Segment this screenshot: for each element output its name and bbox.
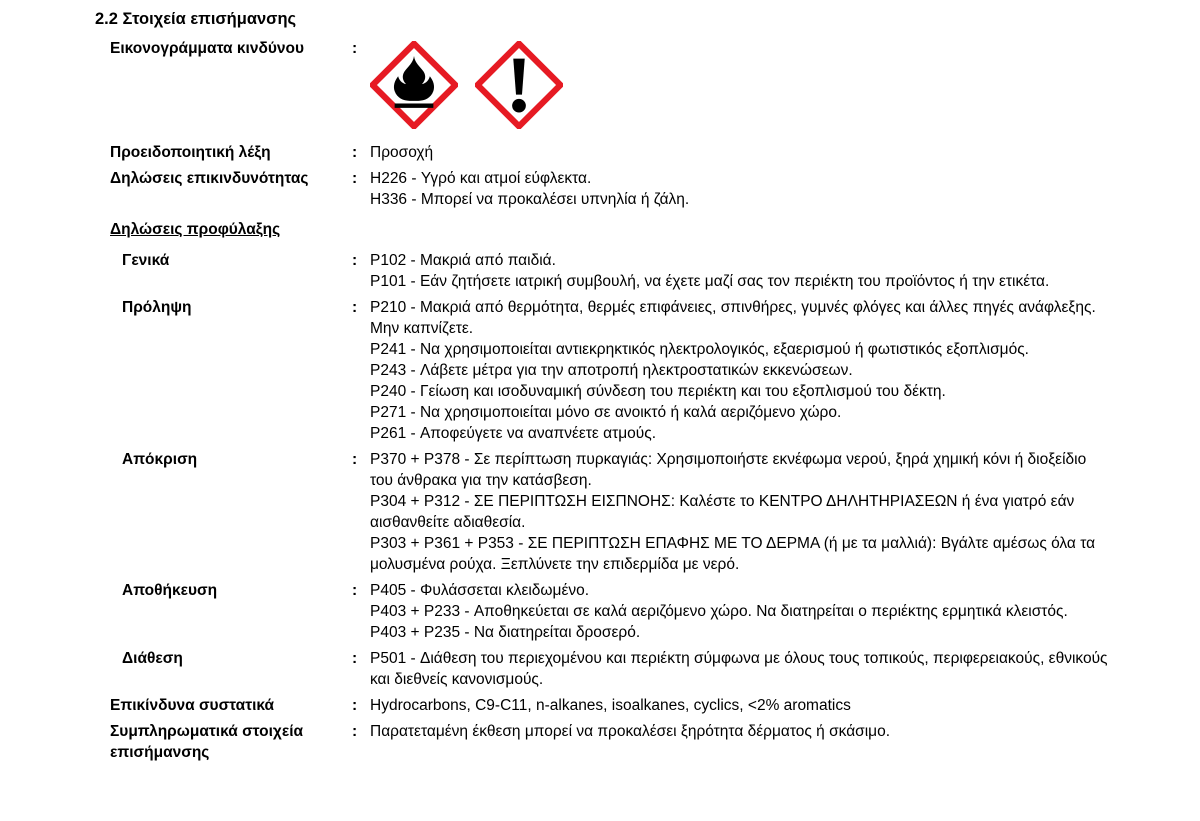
colon-separator: : [352, 697, 358, 714]
p-statement: P304 + P312 - ΣΕ ΠΕΡΙΠΤΩΣΗ ΕΙΣΠΝΟΗΣ: Καλέστε το ΚΕΝΤΡΟ ΔΗΛΗΤΗΡΙΑΣΕΩΝ ή ένα γιατρό εάν αισθανθείτε αδιαθεσία. [370, 493, 1075, 531]
section-title: 2.2 Στοιχεία επισήμανσης [95, 10, 297, 28]
colon-separator: : [352, 252, 358, 269]
precautionary-prevention-label: Πρόληψη [122, 299, 192, 316]
colon-separator: : [352, 170, 358, 187]
p-statement: P303 + P361 + P353 - ΣΕ ΠΕΡΙΠΤΩΣΗ ΕΠΑΦΗΣ ΜΕ ΤΟ ΔΕΡΜΑ (ή με τα μαλλιά): Βγάλτε αμέσως όλα τα μολυσμένα ρούχα. Ξεπλύνετε την επιδερμίδα με νερό. [370, 535, 1096, 573]
precautionary-response-value [370, 449, 1108, 575]
hazard-pictograms-label: Εικονογράμματα κινδύνου [110, 40, 304, 57]
precautionary-prevention-row [95, 297, 1160, 444]
hazard-statements-row [95, 168, 1160, 210]
supplemental-label-row [95, 721, 1160, 763]
p-statement: P210 - Μακριά από θερμότητα, θερμές επιφάνειες, σπινθήρες, γυμνές φλόγες και άλλες πηγές ανάφλεξης. Μην καπνίζετε. [370, 299, 1096, 337]
p-statement: P501 - Διάθεση του περιεχομένου και περιέκτη σύμφωνα με όλους τους τοπικούς, περιφερειακούς, εθνικούς και διεθνείς κανονισμούς. [370, 650, 1108, 688]
precautionary-storage-row [95, 580, 1160, 643]
precautionary-storage-label: Αποθήκευση [122, 582, 218, 599]
ghs-exclamation-pictogram [475, 41, 563, 129]
hazardous-ingredients-label: Επικίνδυνα συστατικά [110, 697, 275, 714]
precautionary-statements-heading: Δηλώσεις προφύλαξης [110, 221, 281, 238]
hazard-pictograms-value [370, 38, 1108, 129]
p-statement: P403 + P233 - Αποθηκεύεται σε καλά αεριζόμενο χώρο. Να διατηρείται ο περιέκτης ερμητικά κλειστός. [370, 603, 1068, 620]
supplemental-label: Συμπληρωματικά στοιχεία επισήμανσης [110, 723, 304, 761]
colon-separator: : [352, 299, 358, 316]
colon-separator: : [352, 40, 358, 57]
p-statement: P370 + P378 - Σε περίπτωση πυρκαγιάς: Χρησιμοποιήστε εκνέφωμα νερού, ξηρά χημική κόνι ή διοξείδιο του άνθρακα για την κατάσβεση. [370, 451, 1087, 489]
supplemental-value: Παρατεταμένη έκθεση μπορεί να προκαλέσει ξηρότητα δέρματος ή σκάσιμο. [370, 723, 891, 740]
p-statement: P271 - Να χρησιμοποιείται μόνο σε ανοικτό ή καλά αεριζόμενο χώρο. [370, 404, 842, 421]
p-statement: P403 + P235 - Να διατηρείται δροσερό. [370, 624, 641, 641]
precautionary-general-label: Γενικά [122, 252, 170, 269]
precautionary-storage-value [370, 580, 1108, 643]
p-statement: P243 - Λάβετε μέτρα για την αποτροπή ηλεκτροστατικών εκκενώσεων. [370, 362, 853, 379]
hazard-statements-label: Δηλώσεις επικινδυνότητας [110, 170, 309, 187]
precautionary-disposal-label: Διάθεση [122, 650, 183, 667]
colon-separator: : [352, 451, 358, 468]
colon-separator: : [352, 144, 358, 161]
hazardous-ingredients-row [95, 695, 1160, 716]
precautionary-disposal-value [370, 648, 1108, 690]
p-statement: P405 - Φυλάσσεται κλειδωμένο. [370, 582, 590, 599]
exclamation-dot [512, 99, 526, 113]
hazard-pictograms-row [95, 38, 1160, 129]
p-statement: P261 - Αποφεύγετε να αναπνέετε ατμούς. [370, 425, 657, 442]
signal-word-value: Προσοχή [370, 144, 434, 161]
flame-baseline-bar [395, 103, 434, 107]
hazard-statement: H226 - Υγρό και ατμοί εύφλεκτα. [370, 170, 592, 187]
signal-word-row [95, 142, 1160, 163]
precautionary-general-row [95, 250, 1160, 292]
hazard-statements-value [370, 168, 1108, 210]
colon-separator: : [352, 650, 358, 667]
hazardous-ingredients-value: Hydrocarbons, C9-C11, n-alkanes, isoalkanes, cyclics, <2% aromatics [370, 697, 851, 714]
precautionary-disposal-row [95, 648, 1160, 690]
precautionary-general-value [370, 250, 1108, 292]
pictogram-group [370, 38, 1108, 129]
colon-separator: : [352, 723, 358, 740]
signal-word-label: Προειδοποιητική λέξη [110, 144, 271, 161]
p-statement: P240 - Γείωση και ισοδυναμική σύνδεση του περιέκτη και του εξοπλισμού του δέκτη. [370, 383, 946, 400]
p-statement: P102 - Μακριά από παιδιά. [370, 252, 556, 269]
p-statement: P101 - Εάν ζητήσετε ιατρική συμβουλή, να έχετε μαζί σας τον περιέκτη του προϊόντος ή την ετικέτα. [370, 273, 1050, 290]
p-statement: P241 - Να χρησιμοποιείται αντιεκρηκτικός ηλεκτρολογικός, εξαερισμού ή φωτιστικός εξοπλισμός. [370, 341, 1029, 358]
precautionary-response-label: Απόκριση [122, 451, 198, 468]
precautionary-prevention-value [370, 297, 1108, 444]
colon-separator: : [352, 582, 358, 599]
hazard-statement: H336 - Μπορεί να προκαλέσει υπνηλία ή ζάλη. [370, 191, 690, 208]
ghs-flame-pictogram [370, 41, 458, 129]
precautionary-response-row [95, 449, 1160, 575]
